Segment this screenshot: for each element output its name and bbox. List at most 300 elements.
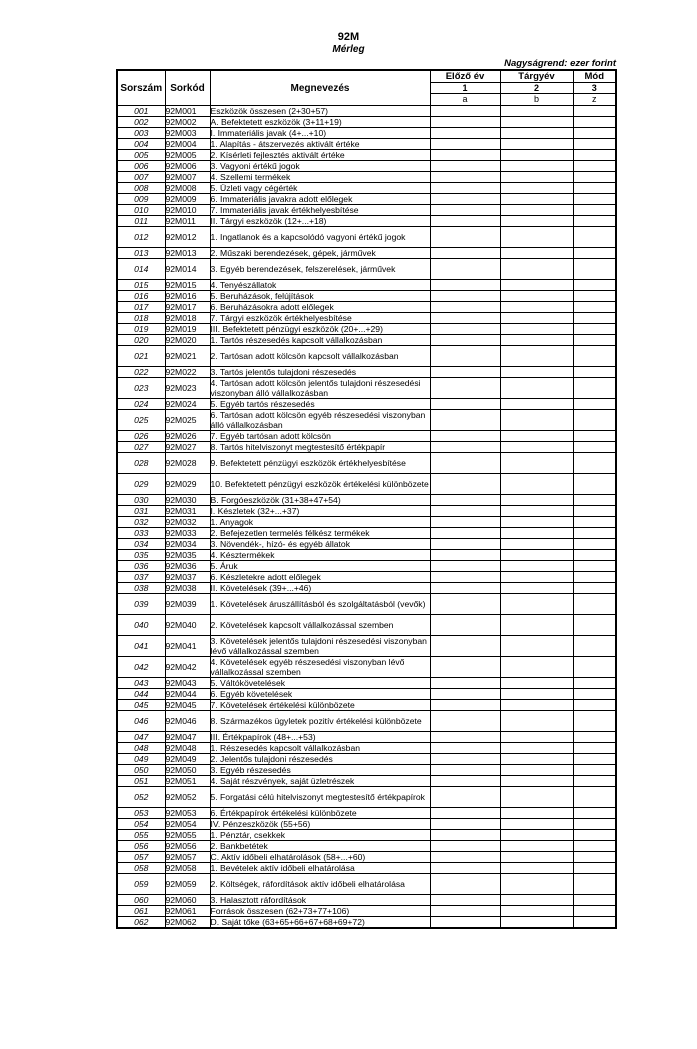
value-mode-cell[interactable] [573, 561, 616, 572]
value-mode-cell[interactable] [573, 917, 616, 929]
row-code: 92M062 [165, 917, 210, 929]
value-mode-cell[interactable] [573, 346, 616, 367]
row-code: 92M021 [165, 346, 210, 367]
value-current-year-cell[interactable] [500, 528, 573, 539]
value-prev-year-cell[interactable] [430, 743, 500, 754]
value-prev-year-cell[interactable] [430, 453, 500, 474]
row-name: 6. Immateriális javakra adott előlegek [210, 194, 430, 205]
value-mode-cell[interactable] [573, 216, 616, 227]
value-current-year-cell[interactable] [500, 657, 573, 678]
value-prev-year-cell[interactable] [430, 678, 500, 689]
table-row [117, 280, 616, 291]
value-mode-cell[interactable] [573, 259, 616, 280]
row-name: 5. Áruk [210, 561, 430, 572]
value-prev-year-cell[interactable] [430, 874, 500, 895]
value-mode-cell[interactable] [573, 205, 616, 216]
value-current-year-cell[interactable] [500, 128, 573, 139]
value-current-year-cell[interactable] [500, 161, 573, 172]
row-name: 4. Késztermékek [210, 550, 430, 561]
row-number: 054 [117, 819, 165, 830]
value-mode-cell[interactable] [573, 787, 616, 808]
row-code: 92M057 [165, 852, 210, 863]
row-code: 92M054 [165, 819, 210, 830]
table-row [117, 678, 616, 689]
value-mode-cell[interactable] [573, 841, 616, 852]
row-number: 018 [117, 313, 165, 324]
value-prev-year-cell[interactable] [430, 539, 500, 550]
value-prev-year-cell[interactable] [430, 150, 500, 161]
col-number-1: 1 [430, 83, 500, 94]
value-current-year-cell[interactable] [500, 453, 573, 474]
value-mode-cell[interactable] [573, 863, 616, 874]
row-name: Források összesen (62+73+77+106) [210, 906, 430, 917]
row-code: 92M006 [165, 161, 210, 172]
value-prev-year-cell[interactable] [430, 700, 500, 711]
table-row [117, 819, 616, 830]
row-name: 1. Bevételek aktív időbeli elhatárolása [210, 863, 430, 874]
row-name: 3. Egyéb berendezések, felszerelések, járművek [210, 259, 430, 280]
value-mode-cell[interactable] [573, 291, 616, 302]
value-mode-cell[interactable] [573, 678, 616, 689]
value-current-year-cell[interactable] [500, 106, 573, 117]
row-number: 037 [117, 572, 165, 583]
row-code: 92M014 [165, 259, 210, 280]
value-prev-year-cell[interactable] [430, 128, 500, 139]
value-current-year-cell[interactable] [500, 550, 573, 561]
value-mode-cell[interactable] [573, 572, 616, 583]
value-current-year-cell[interactable] [500, 442, 573, 453]
value-prev-year-cell[interactable] [430, 917, 500, 929]
value-mode-cell[interactable] [573, 906, 616, 917]
value-current-year-cell[interactable] [500, 183, 573, 194]
value-current-year-cell[interactable] [500, 378, 573, 399]
row-number: 025 [117, 410, 165, 431]
value-mode-cell[interactable] [573, 754, 616, 765]
value-mode-cell[interactable] [573, 367, 616, 378]
value-prev-year-cell[interactable] [430, 474, 500, 495]
value-current-year-cell[interactable] [500, 302, 573, 313]
value-mode-cell[interactable] [573, 528, 616, 539]
value-mode-cell[interactable] [573, 506, 616, 517]
value-current-year-cell[interactable] [500, 248, 573, 259]
value-mode-cell[interactable] [573, 765, 616, 776]
value-prev-year-cell[interactable] [430, 776, 500, 787]
value-mode-cell[interactable] [573, 172, 616, 183]
value-mode-cell[interactable] [573, 594, 616, 615]
value-prev-year-cell[interactable] [430, 765, 500, 776]
table-row [117, 852, 616, 863]
value-prev-year-cell[interactable] [430, 732, 500, 743]
row-name: 3. Növendék-, hízó- és egyéb állatok [210, 539, 430, 550]
row-name: 2. Műszaki berendezések, gépek, járművek [210, 248, 430, 259]
row-number: 003 [117, 128, 165, 139]
col-header-targyev: Tárgyév [500, 70, 573, 83]
value-current-year-cell[interactable] [500, 700, 573, 711]
value-mode-cell[interactable] [573, 139, 616, 150]
row-number: 047 [117, 732, 165, 743]
value-mode-cell[interactable] [573, 657, 616, 678]
value-current-year-cell[interactable] [500, 227, 573, 248]
table-row [117, 139, 616, 150]
value-mode-cell[interactable] [573, 776, 616, 787]
value-mode-cell[interactable] [573, 248, 616, 259]
value-current-year-cell[interactable] [500, 410, 573, 431]
value-current-year-cell[interactable] [500, 117, 573, 128]
value-prev-year-cell[interactable] [430, 259, 500, 280]
row-name: I. Készletek (32+...+37) [210, 506, 430, 517]
value-mode-cell[interactable] [573, 711, 616, 732]
row-number: 027 [117, 442, 165, 453]
value-mode-cell[interactable] [573, 227, 616, 248]
value-prev-year-cell[interactable] [430, 335, 500, 346]
value-prev-year-cell[interactable] [430, 248, 500, 259]
table-row [117, 539, 616, 550]
value-mode-cell[interactable] [573, 732, 616, 743]
value-current-year-cell[interactable] [500, 874, 573, 895]
table-row [117, 474, 616, 495]
row-name: 1. Alapítás - átszervezés aktivált értéke [210, 139, 430, 150]
table-row [117, 453, 616, 474]
row-name: 6. Készletekre adott előlegek [210, 572, 430, 583]
value-prev-year-cell[interactable] [430, 787, 500, 808]
value-current-year-cell[interactable] [500, 280, 573, 291]
value-current-year-cell[interactable] [500, 917, 573, 929]
value-prev-year-cell[interactable] [430, 808, 500, 819]
row-code: 92M047 [165, 732, 210, 743]
value-prev-year-cell[interactable] [430, 528, 500, 539]
value-mode-cell[interactable] [573, 128, 616, 139]
value-current-year-cell[interactable] [500, 517, 573, 528]
value-mode-cell[interactable] [573, 743, 616, 754]
row-code: 92M043 [165, 678, 210, 689]
value-prev-year-cell[interactable] [430, 863, 500, 874]
row-number: 001 [117, 106, 165, 117]
row-code: 92M023 [165, 378, 210, 399]
value-prev-year-cell[interactable] [430, 852, 500, 863]
value-mode-cell[interactable] [573, 161, 616, 172]
value-mode-cell[interactable] [573, 808, 616, 819]
value-current-year-cell[interactable] [500, 431, 573, 442]
value-current-year-cell[interactable] [500, 561, 573, 572]
value-prev-year-cell[interactable] [430, 367, 500, 378]
value-mode-cell[interactable] [573, 636, 616, 657]
value-prev-year-cell[interactable] [430, 117, 500, 128]
value-mode-cell[interactable] [573, 615, 616, 636]
row-number: 046 [117, 711, 165, 732]
row-code: 92M002 [165, 117, 210, 128]
row-name: 1. Anyagok [210, 517, 430, 528]
table-row [117, 259, 616, 280]
row-number: 030 [117, 495, 165, 506]
value-current-year-cell[interactable] [500, 895, 573, 906]
row-code: 92M061 [165, 906, 210, 917]
table-row [117, 378, 616, 399]
value-current-year-cell[interactable] [500, 711, 573, 732]
value-prev-year-cell[interactable] [430, 106, 500, 117]
value-mode-cell[interactable] [573, 378, 616, 399]
col-number-2: 2 [500, 83, 573, 94]
row-code: 92M037 [165, 572, 210, 583]
row-code: 92M051 [165, 776, 210, 787]
table-row [117, 808, 616, 819]
row-code: 92M024 [165, 399, 210, 410]
value-current-year-cell[interactable] [500, 732, 573, 743]
value-prev-year-cell[interactable] [430, 410, 500, 431]
value-current-year-cell[interactable] [500, 743, 573, 754]
row-name: 10. Befektetett pénzügyi eszközök értékelési különbözete [210, 474, 430, 495]
value-mode-cell[interactable] [573, 410, 616, 431]
row-number: 021 [117, 346, 165, 367]
table-row [117, 787, 616, 808]
row-code: 92M003 [165, 128, 210, 139]
value-prev-year-cell[interactable] [430, 442, 500, 453]
value-prev-year-cell[interactable] [430, 819, 500, 830]
value-current-year-cell[interactable] [500, 765, 573, 776]
value-prev-year-cell[interactable] [430, 841, 500, 852]
value-mode-cell[interactable] [573, 819, 616, 830]
value-mode-cell[interactable] [573, 117, 616, 128]
value-prev-year-cell[interactable] [430, 830, 500, 841]
row-name: 7. Követelések értékelési különbözete [210, 700, 430, 711]
value-current-year-cell[interactable] [500, 906, 573, 917]
value-mode-cell[interactable] [573, 431, 616, 442]
value-prev-year-cell[interactable] [430, 302, 500, 313]
value-current-year-cell[interactable] [500, 139, 573, 150]
value-prev-year-cell[interactable] [430, 550, 500, 561]
value-current-year-cell[interactable] [500, 678, 573, 689]
value-prev-year-cell[interactable] [430, 216, 500, 227]
value-mode-cell[interactable] [573, 852, 616, 863]
value-mode-cell[interactable] [573, 830, 616, 841]
row-number: 040 [117, 615, 165, 636]
value-prev-year-cell[interactable] [430, 895, 500, 906]
value-mode-cell[interactable] [573, 150, 616, 161]
value-current-year-cell[interactable] [500, 474, 573, 495]
value-mode-cell[interactable] [573, 106, 616, 117]
row-number: 010 [117, 205, 165, 216]
row-code: 92M050 [165, 765, 210, 776]
value-mode-cell[interactable] [573, 550, 616, 561]
col-header-megnevezes: Megnevezés [210, 70, 430, 106]
table-row [117, 335, 616, 346]
value-mode-cell[interactable] [573, 194, 616, 205]
value-current-year-cell[interactable] [500, 863, 573, 874]
value-current-year-cell[interactable] [500, 367, 573, 378]
value-prev-year-cell[interactable] [430, 172, 500, 183]
row-code: 92M017 [165, 302, 210, 313]
table-row [117, 765, 616, 776]
value-current-year-cell[interactable] [500, 594, 573, 615]
row-number: 032 [117, 517, 165, 528]
value-current-year-cell[interactable] [500, 615, 573, 636]
value-prev-year-cell[interactable] [430, 615, 500, 636]
value-prev-year-cell[interactable] [430, 161, 500, 172]
row-name: 5. Beruházások, felújítások [210, 291, 430, 302]
value-mode-cell[interactable] [573, 280, 616, 291]
value-current-year-cell[interactable] [500, 291, 573, 302]
table-row [117, 689, 616, 700]
value-prev-year-cell[interactable] [430, 572, 500, 583]
row-number: 031 [117, 506, 165, 517]
value-prev-year-cell[interactable] [430, 227, 500, 248]
col-header-elozo-ev: Előző év [430, 70, 500, 83]
value-mode-cell[interactable] [573, 183, 616, 194]
row-name: 8. Tartós hitelviszonyt megtestesítő értékpapír [210, 442, 430, 453]
value-mode-cell[interactable] [573, 539, 616, 550]
value-current-year-cell[interactable] [500, 313, 573, 324]
row-name: 6. Értékpapírok értékelési különbözete [210, 808, 430, 819]
value-current-year-cell[interactable] [500, 830, 573, 841]
value-current-year-cell[interactable] [500, 776, 573, 787]
value-current-year-cell[interactable] [500, 205, 573, 216]
value-mode-cell[interactable] [573, 517, 616, 528]
value-prev-year-cell[interactable] [430, 431, 500, 442]
table-row [117, 732, 616, 743]
value-current-year-cell[interactable] [500, 150, 573, 161]
value-prev-year-cell[interactable] [430, 324, 500, 335]
value-mode-cell[interactable] [573, 324, 616, 335]
value-prev-year-cell[interactable] [430, 194, 500, 205]
value-current-year-cell[interactable] [500, 583, 573, 594]
table-row [117, 410, 616, 431]
value-prev-year-cell[interactable] [430, 495, 500, 506]
value-prev-year-cell[interactable] [430, 346, 500, 367]
row-code: 92M005 [165, 150, 210, 161]
row-code: 92M042 [165, 657, 210, 678]
table-row [117, 657, 616, 678]
row-name: 4. Követelések egyéb részesedési viszonyban lévő vállalkozással szemben [210, 657, 430, 678]
value-mode-cell[interactable] [573, 474, 616, 495]
value-mode-cell[interactable] [573, 495, 616, 506]
value-mode-cell[interactable] [573, 700, 616, 711]
value-prev-year-cell[interactable] [430, 711, 500, 732]
value-mode-cell[interactable] [573, 442, 616, 453]
table-row [117, 528, 616, 539]
value-prev-year-cell[interactable] [430, 280, 500, 291]
value-current-year-cell[interactable] [500, 819, 573, 830]
value-prev-year-cell[interactable] [430, 906, 500, 917]
row-code: 92M025 [165, 410, 210, 431]
value-prev-year-cell[interactable] [430, 657, 500, 678]
row-code: 92M027 [165, 442, 210, 453]
value-current-year-cell[interactable] [500, 852, 573, 863]
table-row [117, 830, 616, 841]
value-mode-cell[interactable] [573, 874, 616, 895]
value-prev-year-cell[interactable] [430, 583, 500, 594]
value-prev-year-cell[interactable] [430, 636, 500, 657]
unit-note: Nagyságrend: ezer forint [504, 58, 616, 69]
value-prev-year-cell[interactable] [430, 517, 500, 528]
value-current-year-cell[interactable] [500, 194, 573, 205]
value-current-year-cell[interactable] [500, 787, 573, 808]
row-number: 028 [117, 453, 165, 474]
row-number: 005 [117, 150, 165, 161]
row-code: 92M048 [165, 743, 210, 754]
value-current-year-cell[interactable] [500, 506, 573, 517]
row-number: 036 [117, 561, 165, 572]
value-current-year-cell[interactable] [500, 539, 573, 550]
row-number: 013 [117, 248, 165, 259]
value-mode-cell[interactable] [573, 302, 616, 313]
col-letter-z: z [573, 94, 616, 106]
row-number: 048 [117, 743, 165, 754]
value-mode-cell[interactable] [573, 689, 616, 700]
row-name: 6. Tartósan adott kölcsön egyéb részesedési viszonyban álló vállalkozásban [210, 410, 430, 431]
value-current-year-cell[interactable] [500, 572, 573, 583]
row-code: 92M056 [165, 841, 210, 852]
value-prev-year-cell[interactable] [430, 205, 500, 216]
value-prev-year-cell[interactable] [430, 561, 500, 572]
value-current-year-cell[interactable] [500, 808, 573, 819]
row-code: 92M011 [165, 216, 210, 227]
value-mode-cell[interactable] [573, 399, 616, 410]
row-number: 007 [117, 172, 165, 183]
row-name: 5. Üzleti vagy cégérték [210, 183, 430, 194]
table-row [117, 743, 616, 754]
value-prev-year-cell[interactable] [430, 594, 500, 615]
table-row [117, 205, 616, 216]
value-current-year-cell[interactable] [500, 346, 573, 367]
value-mode-cell[interactable] [573, 895, 616, 906]
row-number: 045 [117, 700, 165, 711]
value-current-year-cell[interactable] [500, 259, 573, 280]
row-code: 92M031 [165, 506, 210, 517]
value-current-year-cell[interactable] [500, 495, 573, 506]
row-name: 6. Beruházásokra adott előlegek [210, 302, 430, 313]
value-prev-year-cell[interactable] [430, 183, 500, 194]
value-prev-year-cell[interactable] [430, 689, 500, 700]
form-code-title: 92M [337, 31, 360, 43]
value-current-year-cell[interactable] [500, 399, 573, 410]
value-prev-year-cell[interactable] [430, 313, 500, 324]
row-name: 4. Tenyészállatok [210, 280, 430, 291]
value-mode-cell[interactable] [573, 335, 616, 346]
table-row [117, 776, 616, 787]
value-mode-cell[interactable] [573, 453, 616, 474]
value-current-year-cell[interactable] [500, 636, 573, 657]
row-name: 3. Tartós jelentős tulajdoni részesedés [210, 367, 430, 378]
value-prev-year-cell[interactable] [430, 291, 500, 302]
table-row [117, 711, 616, 732]
row-code: 92M035 [165, 550, 210, 561]
row-name: 1. Ingatlanok és a kapcsolódó vagyoni értékű jogok [210, 227, 430, 248]
value-current-year-cell[interactable] [500, 335, 573, 346]
value-current-year-cell[interactable] [500, 216, 573, 227]
table-row [117, 227, 616, 248]
table-body [117, 106, 616, 929]
table-row [117, 194, 616, 205]
value-prev-year-cell[interactable] [430, 754, 500, 765]
value-current-year-cell[interactable] [500, 841, 573, 852]
value-mode-cell[interactable] [573, 583, 616, 594]
value-current-year-cell[interactable] [500, 172, 573, 183]
row-code: 92M038 [165, 583, 210, 594]
value-current-year-cell[interactable] [500, 689, 573, 700]
row-name: 7. Egyéb tartósan adott kölcsön [210, 431, 430, 442]
value-mode-cell[interactable] [573, 313, 616, 324]
row-code: 92M026 [165, 431, 210, 442]
value-current-year-cell[interactable] [500, 754, 573, 765]
value-prev-year-cell[interactable] [430, 399, 500, 410]
row-code: 92M036 [165, 561, 210, 572]
table-row [117, 495, 616, 506]
value-prev-year-cell[interactable] [430, 506, 500, 517]
value-prev-year-cell[interactable] [430, 378, 500, 399]
table-row [117, 841, 616, 852]
row-code: 92M040 [165, 615, 210, 636]
value-prev-year-cell[interactable] [430, 139, 500, 150]
value-current-year-cell[interactable] [500, 324, 573, 335]
